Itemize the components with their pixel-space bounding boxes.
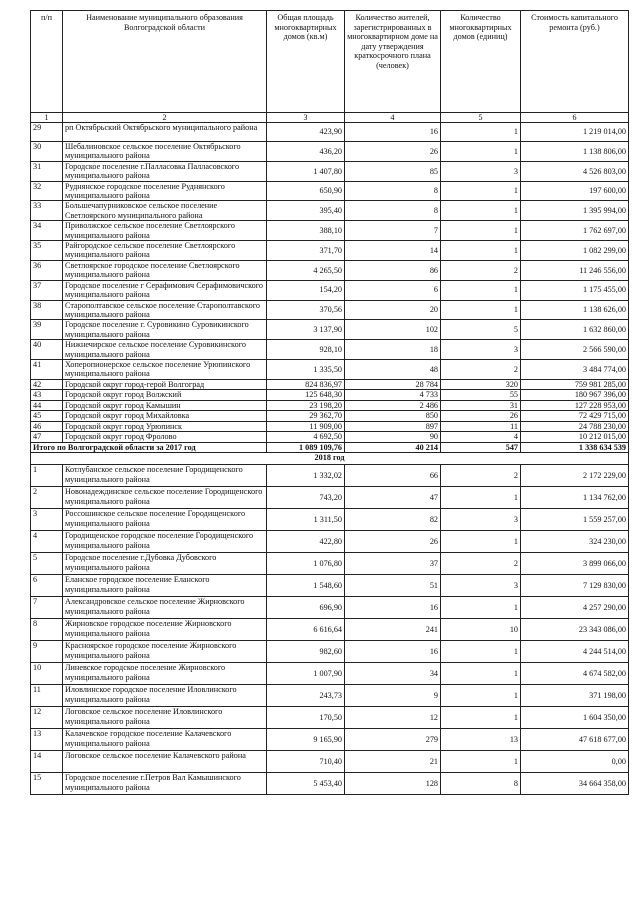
residents-value: 47 — [345, 487, 441, 509]
area-value: 370,56 — [267, 300, 345, 320]
residents-value: 48 — [345, 359, 441, 379]
table-row — [31, 641, 629, 663]
area-value: 371,70 — [267, 241, 345, 261]
rows-2017 — [31, 123, 629, 443]
row-index: 9 — [31, 641, 63, 663]
municipality-name: Городской округ город Волжский — [63, 390, 267, 401]
cost-value: 23 343 086,00 — [521, 619, 629, 641]
municipality-name: Котлубанское сельское поселение Городищенского муниципального района — [63, 465, 267, 487]
cost-value: 3 484 774,00 — [521, 359, 629, 379]
table-row — [31, 487, 629, 509]
row-index: 6 — [31, 575, 63, 597]
cost-value: 1 175 455,00 — [521, 280, 629, 300]
municipality-name: Городской округ город Фролово — [63, 432, 267, 443]
houses-value: 1 — [441, 751, 521, 773]
row-index: 38 — [31, 300, 63, 320]
cost-value: 2 172 229,00 — [521, 465, 629, 487]
houses-value: 1 — [441, 663, 521, 685]
row-index: 33 — [31, 201, 63, 221]
houses-value: 2 — [441, 359, 521, 379]
houses-value: 3 — [441, 509, 521, 531]
total-cost: 1 338 634 539 — [521, 442, 629, 453]
cost-value: 197 600,00 — [521, 181, 629, 201]
cost-value: 3 899 066,00 — [521, 553, 629, 575]
houses-value: 1 — [441, 123, 521, 142]
total-section — [31, 442, 629, 465]
row-index: 14 — [31, 751, 63, 773]
area-value: 6 616,64 — [267, 619, 345, 641]
table-row — [31, 729, 629, 751]
municipality-name: рп Октябрьский Октябрьского муниципального района — [63, 123, 267, 142]
table-row — [31, 300, 629, 320]
residents-value: 128 — [345, 773, 441, 795]
houses-value: 13 — [441, 729, 521, 751]
row-index: 3 — [31, 509, 63, 531]
row-index: 42 — [31, 379, 63, 390]
residents-value: 16 — [345, 641, 441, 663]
houses-value: 26 — [441, 411, 521, 422]
houses-value: 3 — [441, 161, 521, 181]
total-2017-row — [31, 442, 629, 453]
table-row — [31, 663, 629, 685]
column-number-row — [31, 113, 629, 123]
cost-value: 7 129 830,00 — [521, 575, 629, 597]
cost-value: 4 674 582,00 — [521, 663, 629, 685]
municipality-name: Городской округ город Михайловка — [63, 411, 267, 422]
municipality-name: Городское поселение г.Палласовка Палласовского муниципального района — [63, 161, 267, 181]
residents-value: 90 — [345, 432, 441, 443]
table-row — [31, 400, 629, 411]
houses-value: 31 — [441, 400, 521, 411]
cost-value: 4 526 803,00 — [521, 161, 629, 181]
residents-value: 85 — [345, 161, 441, 181]
cost-value: 1 395 994,00 — [521, 201, 629, 221]
year-2018-heading: 2018 год — [31, 453, 629, 465]
area-value: 1 332,02 — [267, 465, 345, 487]
row-index: 44 — [31, 400, 63, 411]
cost-value: 72 429 715,00 — [521, 411, 629, 422]
row-index: 43 — [31, 390, 63, 401]
houses-value: 1 — [441, 181, 521, 201]
cost-value: 4 244 514,00 — [521, 641, 629, 663]
municipality-name: Новонадеждинское сельское поселение Городищенского муниципального района — [63, 487, 267, 509]
cost-value: 1 762 697,00 — [521, 221, 629, 241]
municipality-name: Городской округ город Камышин — [63, 400, 267, 411]
area-value: 23 198,20 — [267, 400, 345, 411]
cost-value: 1 082 299,00 — [521, 241, 629, 261]
municipality-name: Руднянское городское поселение Руднянского муниципального района — [63, 181, 267, 201]
row-index: 46 — [31, 421, 63, 432]
cost-value: 47 618 677,00 — [521, 729, 629, 751]
municipality-name: Городское поселение г.Петров Вал Камышинского муниципального района — [63, 773, 267, 795]
residents-value: 241 — [345, 619, 441, 641]
municipality-name: Логовское сельское поселение Иловлинского муниципального района — [63, 707, 267, 729]
municipality-name: Логовское сельское поселение Калачевского района — [63, 751, 267, 773]
row-index: 12 — [31, 707, 63, 729]
row-index: 5 — [31, 553, 63, 575]
area-value: 5 453,40 — [267, 773, 345, 795]
column-number: 2 — [63, 113, 267, 123]
municipality-name: Городское поселение г Серафимович Серафимовичского муниципального района — [63, 280, 267, 300]
table-row — [31, 553, 629, 575]
total-area: 1 089 109,76 — [267, 442, 345, 453]
cost-value: 1 134 762,00 — [521, 487, 629, 509]
houses-value: 2 — [441, 465, 521, 487]
total-houses: 547 — [441, 442, 521, 453]
table-row — [31, 597, 629, 619]
residents-value: 18 — [345, 340, 441, 360]
header-index: п/п — [31, 11, 63, 113]
table-row — [31, 123, 629, 142]
cost-value: 1 632 860,00 — [521, 320, 629, 340]
houses-value: 1 — [441, 597, 521, 619]
cost-value: 24 788 230,00 — [521, 421, 629, 432]
houses-value: 55 — [441, 390, 521, 401]
column-number: 4 — [345, 113, 441, 123]
cost-value: 1 138 626,00 — [521, 300, 629, 320]
cost-value: 371 198,00 — [521, 685, 629, 707]
cost-value: 1 219 014,00 — [521, 123, 629, 142]
municipality-name: Калачевское городское поселение Калачевского муниципального района — [63, 729, 267, 751]
area-value: 1 335,50 — [267, 359, 345, 379]
municipality-name: Городской округ город-герой Волгоград — [63, 379, 267, 390]
houses-value: 10 — [441, 619, 521, 641]
table-row — [31, 320, 629, 340]
residents-value: 6 — [345, 280, 441, 300]
cost-value: 127 228 953,00 — [521, 400, 629, 411]
houses-value: 5 — [441, 320, 521, 340]
column-number: 1 — [31, 113, 63, 123]
area-value: 710,40 — [267, 751, 345, 773]
houses-value: 3 — [441, 340, 521, 360]
area-value: 4 692,50 — [267, 432, 345, 443]
table-row — [31, 619, 629, 641]
municipality-name: Райгородское сельское поселение Светлоярского муниципального района — [63, 241, 267, 261]
residents-value: 279 — [345, 729, 441, 751]
houses-value: 4 — [441, 432, 521, 443]
municipality-name: Городское поселение г. Суровикино Суровикинского муниципального района — [63, 320, 267, 340]
table-row — [31, 773, 629, 795]
row-index: 10 — [31, 663, 63, 685]
residents-value: 66 — [345, 465, 441, 487]
residents-value: 850 — [345, 411, 441, 422]
year-2018-row — [31, 453, 629, 465]
table-row — [31, 379, 629, 390]
column-number: 6 — [521, 113, 629, 123]
area-value: 9 165,90 — [267, 729, 345, 751]
area-value: 696,90 — [267, 597, 345, 619]
row-index: 39 — [31, 320, 63, 340]
area-value: 125 648,30 — [267, 390, 345, 401]
cost-value: 4 257 290,00 — [521, 597, 629, 619]
area-value: 422,80 — [267, 531, 345, 553]
municipality-name: Иловлинское городское поселение Иловлинского муниципального района — [63, 685, 267, 707]
residents-value: 8 — [345, 181, 441, 201]
cost-value: 1 604 350,00 — [521, 707, 629, 729]
houses-value: 2 — [441, 553, 521, 575]
row-index: 4 — [31, 531, 63, 553]
cost-value: 2 566 590,00 — [521, 340, 629, 360]
column-number: 5 — [441, 113, 521, 123]
row-index: 35 — [31, 241, 63, 261]
row-index: 31 — [31, 161, 63, 181]
area-value: 1 007,90 — [267, 663, 345, 685]
cost-value: 1 559 257,00 — [521, 509, 629, 531]
municipality-name: Еланское городское поселение Еланского муниципального района — [63, 575, 267, 597]
municipality-name: Городской округ город Урюпинск — [63, 421, 267, 432]
table-row — [31, 421, 629, 432]
table-row — [31, 432, 629, 443]
area-value: 11 909,00 — [267, 421, 345, 432]
column-number: 3 — [267, 113, 345, 123]
area-value: 650,90 — [267, 181, 345, 201]
cost-value: 10 212 015,00 — [521, 432, 629, 443]
residents-value: 86 — [345, 260, 441, 280]
table-row — [31, 751, 629, 773]
row-index: 8 — [31, 619, 63, 641]
municipality-name: Городищенское городское поселение Городищенского муниципального района — [63, 531, 267, 553]
row-index: 2 — [31, 487, 63, 509]
residents-value: 34 — [345, 663, 441, 685]
area-value: 423,90 — [267, 123, 345, 142]
houses-value: 1 — [441, 241, 521, 261]
area-value: 243,73 — [267, 685, 345, 707]
table-row — [31, 260, 629, 280]
table-row — [31, 142, 629, 162]
cost-value: 1 138 806,00 — [521, 142, 629, 162]
header-area: Общая площадь многоквартирных домов (кв.м) — [267, 11, 345, 113]
residents-value: 2 486 — [345, 400, 441, 411]
area-value: 388,10 — [267, 221, 345, 241]
cost-value: 11 246 556,00 — [521, 260, 629, 280]
cost-value: 34 664 358,00 — [521, 773, 629, 795]
residents-value: 16 — [345, 123, 441, 142]
houses-value: 11 — [441, 421, 521, 432]
total-label: Итого по Волгоградской области за 2017 год — [31, 442, 267, 453]
municipality-name: Красноярское городское поселение Жирновского муниципального района — [63, 641, 267, 663]
municipality-name: Городское поселение г.Дубовка Дубовского муниципального района — [63, 553, 267, 575]
rows-2018 — [31, 465, 629, 795]
row-index: 13 — [31, 729, 63, 751]
houses-value: 1 — [441, 707, 521, 729]
header-residents: Количество жителей, зарегистрированных в многоквартирном доме на дату утверждения краткосрочного плана (человек) — [345, 11, 441, 113]
residents-value: 4 733 — [345, 390, 441, 401]
row-index: 29 — [31, 123, 63, 142]
area-value: 436,20 — [267, 142, 345, 162]
capital-repair-table — [30, 10, 629, 795]
row-index: 30 — [31, 142, 63, 162]
header-municipality: Наименование муниципального образования Волгоградской области — [63, 11, 267, 113]
table-row — [31, 707, 629, 729]
residents-value: 26 — [345, 142, 441, 162]
row-index: 47 — [31, 432, 63, 443]
houses-value: 1 — [441, 300, 521, 320]
residents-value: 20 — [345, 300, 441, 320]
municipality-name: Нижнечирское сельское поселение Суровикинского муниципального района — [63, 340, 267, 360]
table-row — [31, 359, 629, 379]
municipality-name: Хоперопионерское сельское поселение Урюпинского муниципального района — [63, 359, 267, 379]
residents-value: 8 — [345, 201, 441, 221]
houses-value: 320 — [441, 379, 521, 390]
houses-value: 1 — [441, 685, 521, 707]
table-row — [31, 280, 629, 300]
table-row — [31, 201, 629, 221]
houses-value: 1 — [441, 201, 521, 221]
area-value: 4 265,50 — [267, 260, 345, 280]
houses-value: 1 — [441, 280, 521, 300]
residents-value: 21 — [345, 751, 441, 773]
area-value: 1 311,50 — [267, 509, 345, 531]
row-index: 32 — [31, 181, 63, 201]
table-row — [31, 509, 629, 531]
area-value: 1 407,80 — [267, 161, 345, 181]
area-value: 1 548,60 — [267, 575, 345, 597]
header-row — [31, 11, 629, 113]
houses-value: 1 — [441, 221, 521, 241]
table-row — [31, 411, 629, 422]
row-index: 7 — [31, 597, 63, 619]
residents-value: 16 — [345, 597, 441, 619]
table-row — [31, 531, 629, 553]
cost-value: 180 967 396,00 — [521, 390, 629, 401]
cost-value: 0,00 — [521, 751, 629, 773]
cost-value: 324 230,00 — [521, 531, 629, 553]
residents-value: 7 — [345, 221, 441, 241]
residents-value: 82 — [345, 509, 441, 531]
area-value: 824 836,97 — [267, 379, 345, 390]
row-index: 11 — [31, 685, 63, 707]
row-index: 36 — [31, 260, 63, 280]
table-row — [31, 465, 629, 487]
houses-value: 1 — [441, 142, 521, 162]
municipality-name: Жирновское городское поселение Жирновского муниципального района — [63, 619, 267, 641]
budget-table-sheet — [30, 10, 628, 795]
municipality-name: Линевское городское поселение Жирновского муниципального района — [63, 663, 267, 685]
table-row — [31, 241, 629, 261]
area-value: 395,40 — [267, 201, 345, 221]
residents-value: 9 — [345, 685, 441, 707]
houses-value: 3 — [441, 575, 521, 597]
houses-value: 1 — [441, 641, 521, 663]
area-value: 154,20 — [267, 280, 345, 300]
residents-value: 37 — [345, 553, 441, 575]
cost-value: 759 981 285,00 — [521, 379, 629, 390]
row-index: 40 — [31, 340, 63, 360]
municipality-name: Россошинское сельское поселение Городищенского муниципального района — [63, 509, 267, 531]
residents-value: 14 — [345, 241, 441, 261]
residents-value: 12 — [345, 707, 441, 729]
area-value: 1 076,80 — [267, 553, 345, 575]
municipality-name: Александровское сельское поселение Жирновского муниципального района — [63, 597, 267, 619]
table-row — [31, 340, 629, 360]
houses-value: 1 — [441, 487, 521, 509]
area-value: 743,20 — [267, 487, 345, 509]
row-index: 15 — [31, 773, 63, 795]
total-residents: 40 214 — [345, 442, 441, 453]
area-value: 29 362,70 — [267, 411, 345, 422]
table-row — [31, 685, 629, 707]
houses-value: 2 — [441, 260, 521, 280]
residents-value: 897 — [345, 421, 441, 432]
municipality-name: Старополтавское сельское поселение Старополтавского муниципального района — [63, 300, 267, 320]
municipality-name: Приволжское сельское поселение Светлоярского муниципального района — [63, 221, 267, 241]
table-row — [31, 181, 629, 201]
row-index: 41 — [31, 359, 63, 379]
row-index: 1 — [31, 465, 63, 487]
header-cost: Стоимость капитального ремонта (руб.) — [521, 11, 629, 113]
houses-value: 8 — [441, 773, 521, 795]
residents-value: 28 784 — [345, 379, 441, 390]
table-row — [31, 221, 629, 241]
table-row — [31, 575, 629, 597]
row-index: 34 — [31, 221, 63, 241]
row-index: 37 — [31, 280, 63, 300]
table-row — [31, 390, 629, 401]
table-row — [31, 161, 629, 181]
municipality-name: Шебалиновское сельское поселение Октябрьского муниципального района — [63, 142, 267, 162]
residents-value: 51 — [345, 575, 441, 597]
area-value: 170,50 — [267, 707, 345, 729]
row-index: 45 — [31, 411, 63, 422]
residents-value: 26 — [345, 531, 441, 553]
residents-value: 102 — [345, 320, 441, 340]
municipality-name: Светлоярское городское поселение Светлоярского муниципального района — [63, 260, 267, 280]
municipality-name: Большечапурниковское сельское поселение Светлоярского муниципального района — [63, 201, 267, 221]
header-houses: Количество многоквартирных домов (единиц) — [441, 11, 521, 113]
area-value: 928,10 — [267, 340, 345, 360]
houses-value: 1 — [441, 531, 521, 553]
area-value: 3 137,90 — [267, 320, 345, 340]
area-value: 982,60 — [267, 641, 345, 663]
